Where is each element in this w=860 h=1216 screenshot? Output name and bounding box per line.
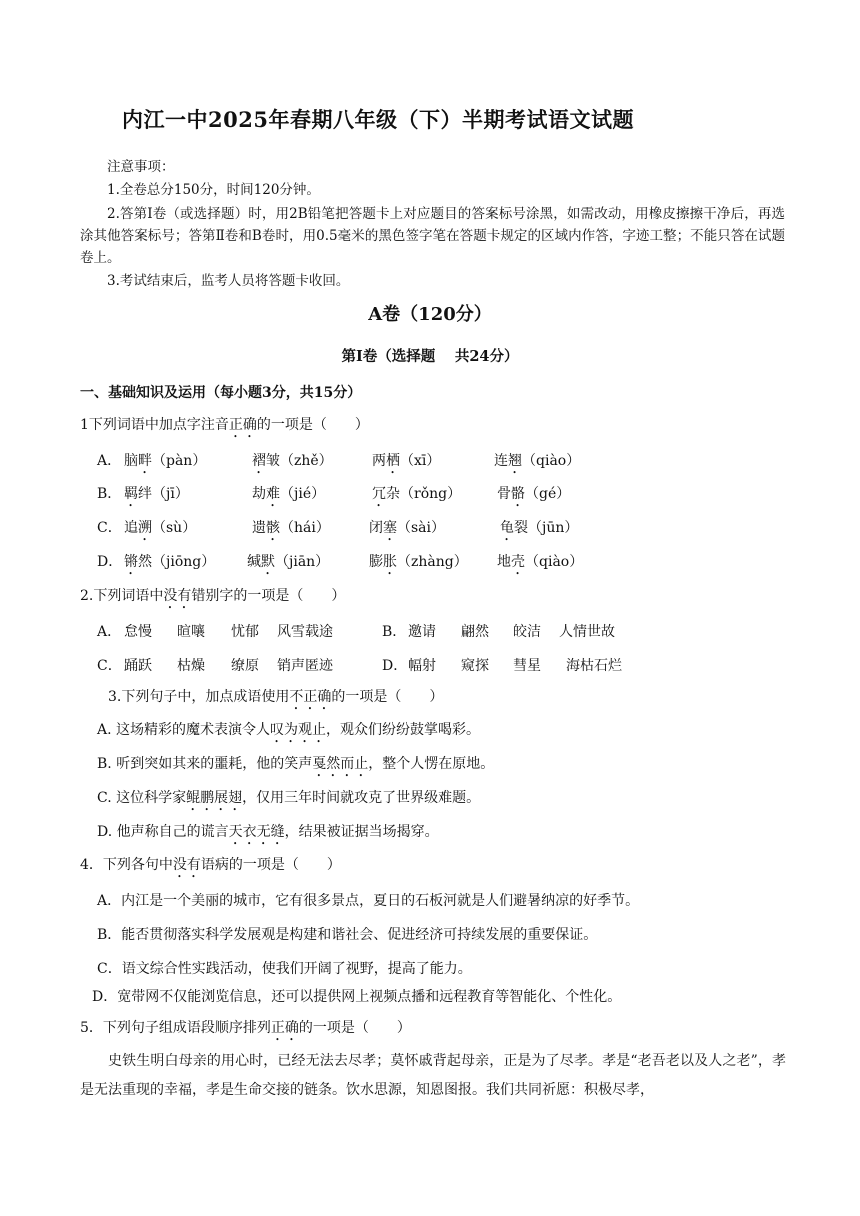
q4-option-b: B．能否贯彻落实科学发展观是构建和谐社会、促进经济可持续发展的重要保证。 bbox=[97, 927, 598, 943]
question-4-stem: 4．下列各句中没有语病的一项是（ ） bbox=[80, 857, 341, 873]
q4-option-c: C．语文综合性实践活动，使我们开阔了视野，提高了能力。 bbox=[97, 961, 472, 977]
note-1: 1.全卷总分150分，时间120分钟。 bbox=[107, 182, 320, 198]
q3-option-a: A. 这场精彩的魔术表演令人叹为观止，观众们纷纷鼓掌喝彩。 bbox=[97, 722, 481, 738]
q3-option-c: C. 这位科学家鲲鹏展翅，仅用三年时间就攻克了世界级难题。 bbox=[97, 790, 481, 806]
section-1-heading: 一、基础知识及运用（每小题3分，共15分） bbox=[80, 385, 362, 401]
question-1-stem: 1下列词语中加点字注音正确的一项是（ ） bbox=[80, 417, 369, 433]
note-2: 2.答第Ⅰ卷（或选择题）时，用2B铅笔把答题卡上对应题目的答案标号涂黑，如需改动，用橡皮擦擦干净后，再选涂其他答案标号；答第Ⅱ卷和B卷时，用0.5毫米的黑色签字笔在答题卡规定的区域内作答，字迹工整；不能只答在试题卷上。 bbox=[80, 206, 785, 266]
q4-option-a: A．内江是一个美丽的城市，它有很多景点，夏日的石板河就是人们避暑纳凉的好季节。 bbox=[97, 893, 640, 909]
juan1-heading: 第Ⅰ卷（选择题 共24分） bbox=[341, 348, 519, 365]
note-3: 3.考试结束后，监考人员将答题卡收回。 bbox=[107, 273, 350, 289]
page-title: 内江一中2025年春期八年级（下）半期考试语文试题 bbox=[122, 107, 634, 132]
q4-option-d: D．宽带网不仅能浏览信息，还可以提供网上视频点播和远程教育等智能化、个性化。 bbox=[92, 989, 622, 1005]
notes-heading: 注意事项： bbox=[107, 159, 175, 175]
exam-page: 内江一中2025年春期八年级（下）半期考试语文试题 注意事项： 1.全卷总分150分，时间120分钟。 2.答第Ⅰ卷（或选择题）时，用2B铅笔把答题卡上对应题目的答案标号涂黑，如需改动，用橡皮擦擦干净后，再选涂其他答案标号；答第Ⅱ卷和B卷时，用0.5毫米的黑色签字笔在答题卡规定的区域内作答，字迹工整；不能只答在试题卷上。 3.考试结束后，监考人员将答题卡收回。 A卷（120分） 第Ⅰ卷（选择题 共24分） 一、基础知识及运用（每小题3分，共15分） 1下列词语中加点字注音正确的一项是（ ） A． 脑畔（pàn） 褶皱（zhě） 两栖（xī） 连翘（qiào） B． 羁绊（jī） 劫难（jié） 冗杂（rǒng） 骨骼（gé） C． 追溯（sù） 遗骸（hái） 闭塞（sài） 龟裂（jūn） D． 锵然（jiōng） 缄默（jiān） 膨胀（zhàng） 地壳（qiào） 2.下列词语中没有错别字的一项是（ ） A． 怠慢 暄嚷 忧郁 风雪载途 B． 邀请 翩然 皎洁 人情世故 C． 踊跃 枯燥 缭原 销声匿迹 D． 幅射 窥探 彗星 海枯石烂 3.下列句子中，加点成语使用不正确的一项是（ ） A. 这场精彩的魔术表演令人叹为观止，观众们纷纷鼓掌喝彩。 B. 听到突如其来的噩耗，他的笑声戛然而止，整个人愣在原地。 C. 这位科学家鲲鹏展翅，仅用三年时间就攻克了世界级难题。 D. 他声称自己的谎言天衣无缝，结果被证据当场揭穿。 4．下列各句中没有语病的一项是（ ） A．内江是一个美丽的城市，它有很多景点，夏日的石板河就是人们避暑纳凉的好季节。 B．能否贯彻落实科学发展观是构建和谐社会、促进经济可持续发展的重要保证。 C．语文综合性实践活动，使我们开阔了视野，提高了能力。 D．宽带网不仅能浏览信息，还可以提供网上视频点播和远程教育等智能化、个性化。 5．下列句子组成语段顺序排列正确的一项是（ ） 史铁生明白母亲的用心时，已经无法去尽孝；莫怀戚背起母亲，正是为了尽孝。孝是“老吾老以及人之老”，孝是无法重现的幸福，孝是生命交接的链条。饮水思源，知恩图报。我们共同祈愿：积极尽孝， bbox=[0, 0, 860, 1216]
question-3-stem: 3.下列句子中，加点成语使用不正确的一项是（ ） bbox=[108, 689, 444, 705]
a-juan-heading: A卷（120分） bbox=[368, 304, 492, 325]
q5-passage: 史铁生明白母亲的用心时，已经无法去尽孝；莫怀戚背起母亲，正是为了尽孝。孝是“老吾老以及人之老”，孝是无法重现的幸福，孝是生命交接的链条。饮水思源，知恩图报。我们共同祈愿：积极尽孝， bbox=[80, 1053, 786, 1098]
q3-option-b: B. 听到突如其来的噩耗，他的笑声戛然而止，整个人愣在原地。 bbox=[97, 756, 495, 772]
q3-option-d: D. 他声称自己的谎言天衣无缝，结果被证据当场揭穿。 bbox=[97, 824, 439, 840]
question-2-stem: 2.下列词语中没有错别字的一项是（ ） bbox=[80, 588, 346, 604]
question-5-stem: 5．下列句子组成语段顺序排列正确的一项是（ ） bbox=[80, 1020, 411, 1036]
